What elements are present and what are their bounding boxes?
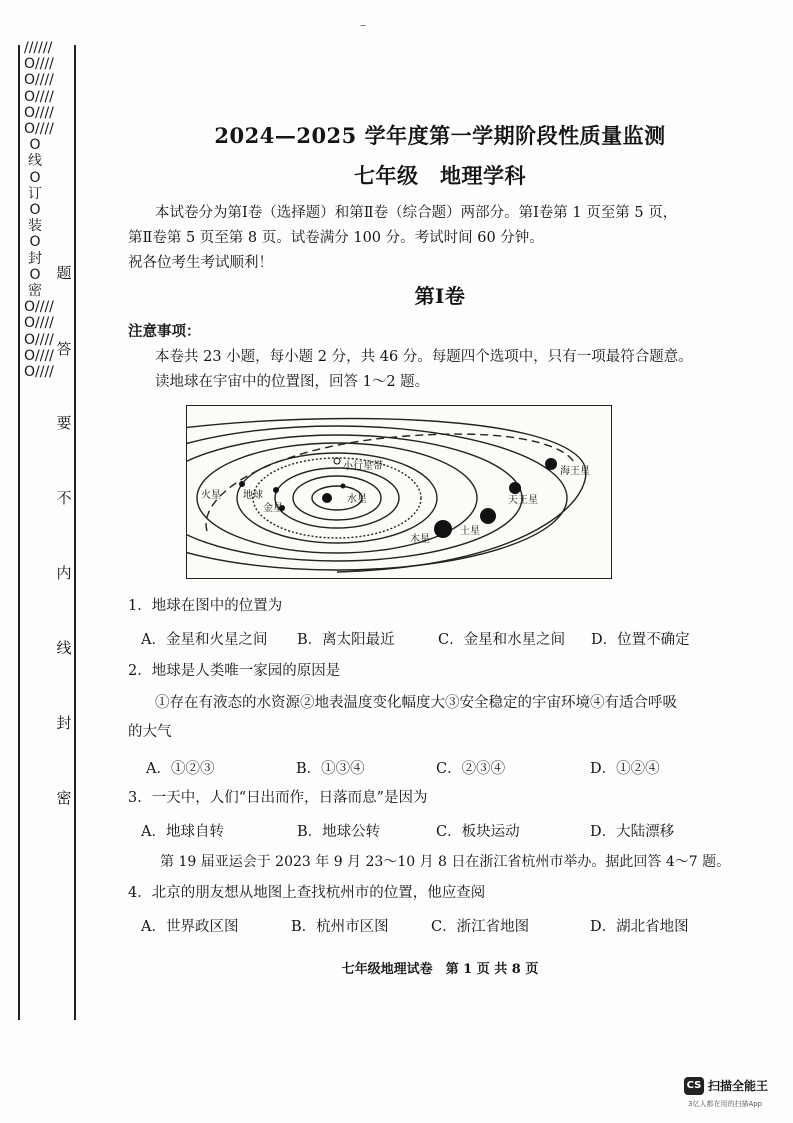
neptune-mark xyxy=(545,458,557,470)
question-3-option-b[interactable]: B．地球公转 xyxy=(297,824,381,840)
warning-char: 密 xyxy=(56,789,72,807)
question-2-stem: 2．地球是人类唯一家园的原因是 xyxy=(128,663,341,679)
label-saturn: 土星 xyxy=(460,526,480,537)
binding-margin xyxy=(0,0,80,1123)
question-3-option-c[interactable]: C．板块运动 xyxy=(436,824,520,840)
warning-char: 封 xyxy=(56,714,72,732)
question-1-option-a[interactable]: A．金星和火星之间 xyxy=(141,632,268,648)
question-3-option-d[interactable]: D．大陆漂移 xyxy=(590,824,675,840)
question-3-option-a[interactable]: A．地球自转 xyxy=(141,824,224,840)
sun-mark xyxy=(322,493,332,503)
label-uranus: 天王星 xyxy=(508,495,538,506)
warning-char: 线 xyxy=(56,639,72,657)
question-2-option-b[interactable]: B．①③④ xyxy=(296,761,365,777)
section-title: 第Ⅰ卷 xyxy=(414,284,466,308)
warning-char: 不 xyxy=(56,489,72,507)
question-1-stem: 1．地球在图中的位置为 xyxy=(128,598,283,614)
mercury-mark xyxy=(341,484,346,489)
warning-char: 内 xyxy=(56,564,72,582)
question-2-option-c[interactable]: C．②③④ xyxy=(436,761,506,777)
earth-mark xyxy=(273,487,279,493)
question-2-option-d[interactable]: D．①②④ xyxy=(590,761,660,777)
intro-line-1: 本试卷分为第Ⅰ卷（选择题）和第Ⅱ卷（综合题）两部分。第Ⅰ卷第 1 页至第 5 页， xyxy=(155,205,678,221)
watermark-tagline: 3亿人都在用的扫描App xyxy=(688,1100,763,1108)
label-earth: 地球 xyxy=(243,490,263,501)
label-jupiter: 木星 xyxy=(410,534,430,545)
uranus-mark xyxy=(509,482,521,494)
label-neptune: 海王星 xyxy=(560,466,590,477)
question-1-option-d[interactable]: D．位置不确定 xyxy=(591,632,690,648)
jupiter-orbit xyxy=(197,443,477,553)
question-1-option-b[interactable]: B．离太阳最近 xyxy=(297,632,395,648)
warning-char: 答 xyxy=(56,340,72,358)
saturn-mark xyxy=(480,508,496,524)
intro-line-2: 第Ⅱ卷第 5 页至第 8 页。试卷满分 100 分。考试时间 60 分钟。 xyxy=(128,230,544,246)
watermark-app-name: 扫描全能王 xyxy=(708,1079,769,1093)
question-2-statements-continued: 的大气 xyxy=(128,724,172,740)
warning-char: 要 xyxy=(56,414,72,432)
solar-system-figure xyxy=(186,405,612,579)
label-mars: 火星 xyxy=(201,490,221,501)
page-footer: 七年级地理试卷 第 1 页 共 8 页 xyxy=(341,962,539,977)
question-4-option-d[interactable]: D．湖北省地图 xyxy=(590,919,689,935)
question-2-option-a[interactable]: A．①②③ xyxy=(146,761,215,777)
question-1-option-c[interactable]: C．金星和水星之间 xyxy=(438,632,566,648)
wish-text: 祝各位考生考试顺利！ xyxy=(128,255,273,271)
exam-subtitle: 七年级 地理学科 xyxy=(354,163,526,188)
jupiter-mark xyxy=(434,520,452,538)
venus-orbit xyxy=(293,476,381,520)
asteroid-belt xyxy=(253,458,421,538)
question-2-statements: ①存在有液态的水资源②地表温度变化幅度大③安全稳定的宇宙环境④有适合呼吸 xyxy=(155,695,677,711)
label-mercury: 水星 xyxy=(347,494,367,505)
question-4-stem: 4．北京的朋友想从地图上查找杭州市的位置，他应查阅 xyxy=(128,885,486,901)
question-3-stem: 3．一天中，人们“日出而作，日落而息”是因为 xyxy=(128,790,428,806)
figure-instruction: 读地球在宇宙中的位置图，回答 1～2 题。 xyxy=(155,374,430,390)
question-4-option-b[interactable]: B．杭州市区图 xyxy=(291,919,389,935)
question-4-option-a[interactable]: A．世界政区图 xyxy=(141,919,239,935)
exam-title: 2024—2025 学年度第一学期阶段性质量监测 xyxy=(214,123,666,148)
margin-line-left xyxy=(18,45,20,1020)
warning-char: 题 xyxy=(56,264,72,282)
seal-line-text: //////O////O////O////O////O//// O 线 O 订 O 装 O 封 O 密 O////O////O////O////O//// xyxy=(24,40,54,381)
question-4-option-c[interactable]: C．浙江省地图 xyxy=(431,919,530,935)
mars-mark xyxy=(239,481,245,487)
top-mark: – xyxy=(360,18,366,32)
label-venus: 金星 xyxy=(263,503,283,514)
margin-line-right xyxy=(74,45,76,1020)
solar-system-diagram xyxy=(187,406,610,577)
cs-logo-icon: CS xyxy=(684,1077,704,1095)
notice-label: 注意事项： xyxy=(128,323,201,340)
notice-text: 本卷共 23 小题，每小题 2 分，共 46 分。每题四个选项中，只有一项最符合题意。 xyxy=(155,349,693,365)
context-4-7: 第 19 届亚运会于 2023 年 9 月 23～10 月 8 日在浙江省杭州市举办。据此回答 4～7 题。 xyxy=(160,854,731,870)
comet-mark xyxy=(334,458,340,464)
label-asteroid-belt: 小行星带 xyxy=(343,461,383,472)
